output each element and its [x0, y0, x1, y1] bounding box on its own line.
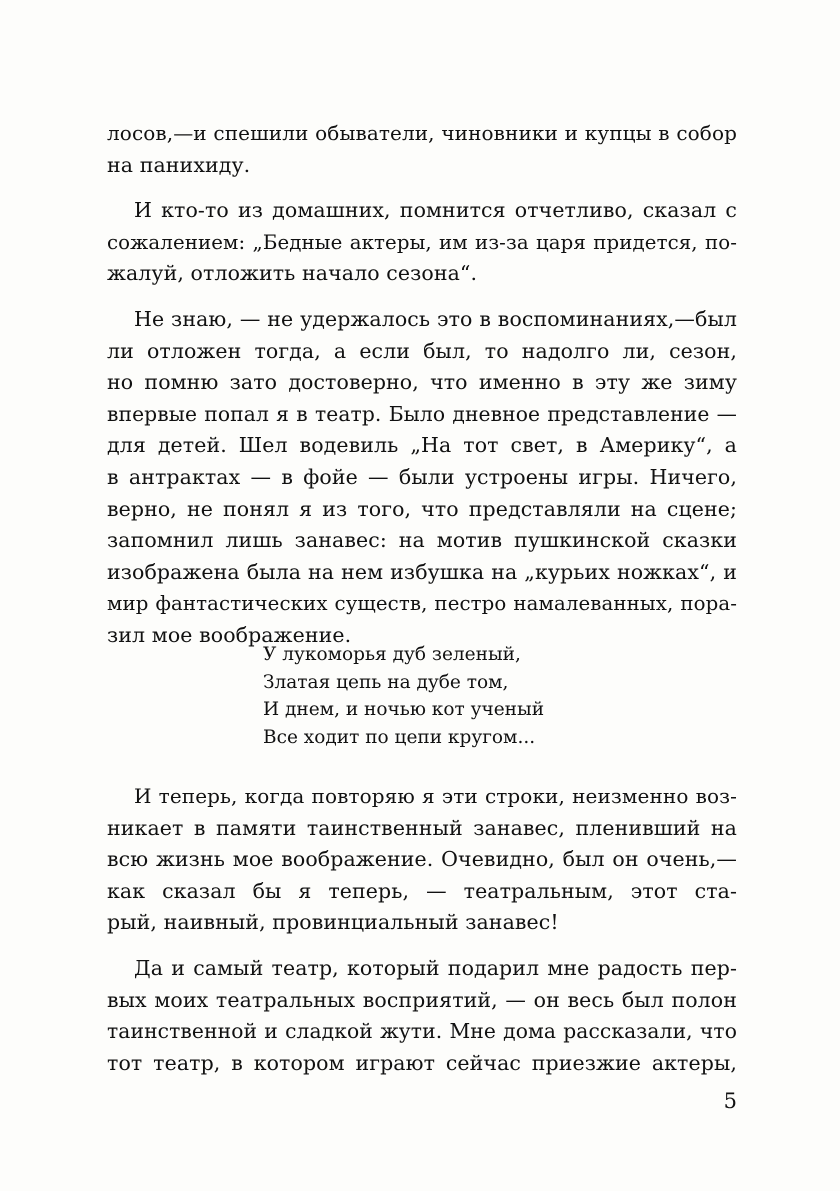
poem-line: У лукоморья дуб зеленый, — [263, 644, 521, 665]
text-line: в антрактах — в фойе — были устроены игры. Ничего, — [107, 464, 737, 489]
text-line: никает в памяти таинственный занавес, пленивший на — [107, 815, 737, 840]
text-line: ли отложен тогда, а если был, то надолго ли, сезон, — [107, 338, 737, 363]
text-line: всю жизнь мое воображение. Очевидно, был он очень,— — [107, 847, 737, 872]
text-line: тот театр, в котором играют сейчас приезжие актеры, — [107, 1050, 737, 1075]
text-line: впервые попал я в театр. Было дневное представление — — [107, 401, 737, 426]
page-number: 5 — [723, 1089, 737, 1113]
text-line: И кто-то из домашних, помнится отчетливо, сказал с — [134, 198, 737, 223]
text-line: изображена была на нем избушка на „курьих ножках“, и — [107, 559, 737, 584]
text-line: но помню зато достоверно, что именно в эту же зиму — [107, 370, 737, 395]
text-line: для детей. Шел водевиль „На тот свет, в Америку“, а — [107, 433, 737, 458]
text-line: жалуй, отложить начало сезона“. — [107, 261, 478, 286]
poem-quote — [263, 641, 623, 751]
paragraph-4 — [107, 781, 737, 939]
paragraph-2 — [107, 195, 737, 290]
poem-line: И днем, и ночью кот ученый — [263, 699, 545, 720]
text-line: Не знаю, — не удержалось это в воспоминаниях,—был — [134, 306, 737, 331]
text-block-top — [107, 118, 737, 652]
poem-line: Все ходит по цепи кругом... — [263, 726, 536, 748]
text-line: верно, не понял я из того, что представляли на сцене; — [107, 496, 737, 521]
text-line: на панихиду. — [107, 152, 251, 177]
poem-line: Златая цепь на дубе том, — [263, 671, 509, 693]
text-line: мир фантастических существ, пестро намалеванных, пора- — [107, 592, 737, 616]
text-line: вых моих театральных восприятий, — он весь был полон — [107, 987, 737, 1012]
text-line: Да и самый театр, который подарил мне радость пер- — [134, 955, 737, 980]
paragraph-1 — [107, 118, 737, 181]
text-line: запомнил лишь занавес: на мотив пушкинской сказки — [107, 528, 737, 553]
text-line: рый, наивный, провинциальный занавес! — [107, 910, 559, 935]
text-line: таинственной и сладкой жути. Мне дома рассказали, что — [107, 1019, 737, 1044]
text-line: как сказал бы я теперь, — театральным, этот ста- — [107, 878, 737, 903]
paragraph-3 — [107, 304, 737, 652]
text-line: зил мое воображение. — [107, 622, 352, 647]
text-block-bottom — [107, 781, 737, 1079]
text-line: сожалением: „Бедные актеры, им из-за царя придется, по- — [107, 230, 737, 254]
paragraph-5 — [107, 953, 737, 1079]
text-line: И теперь, когда повторяю я эти строки, неизменно воз- — [134, 784, 737, 808]
text-line: лосов,—и спешили обыватели, чиновники и купцы в собор — [107, 121, 737, 145]
